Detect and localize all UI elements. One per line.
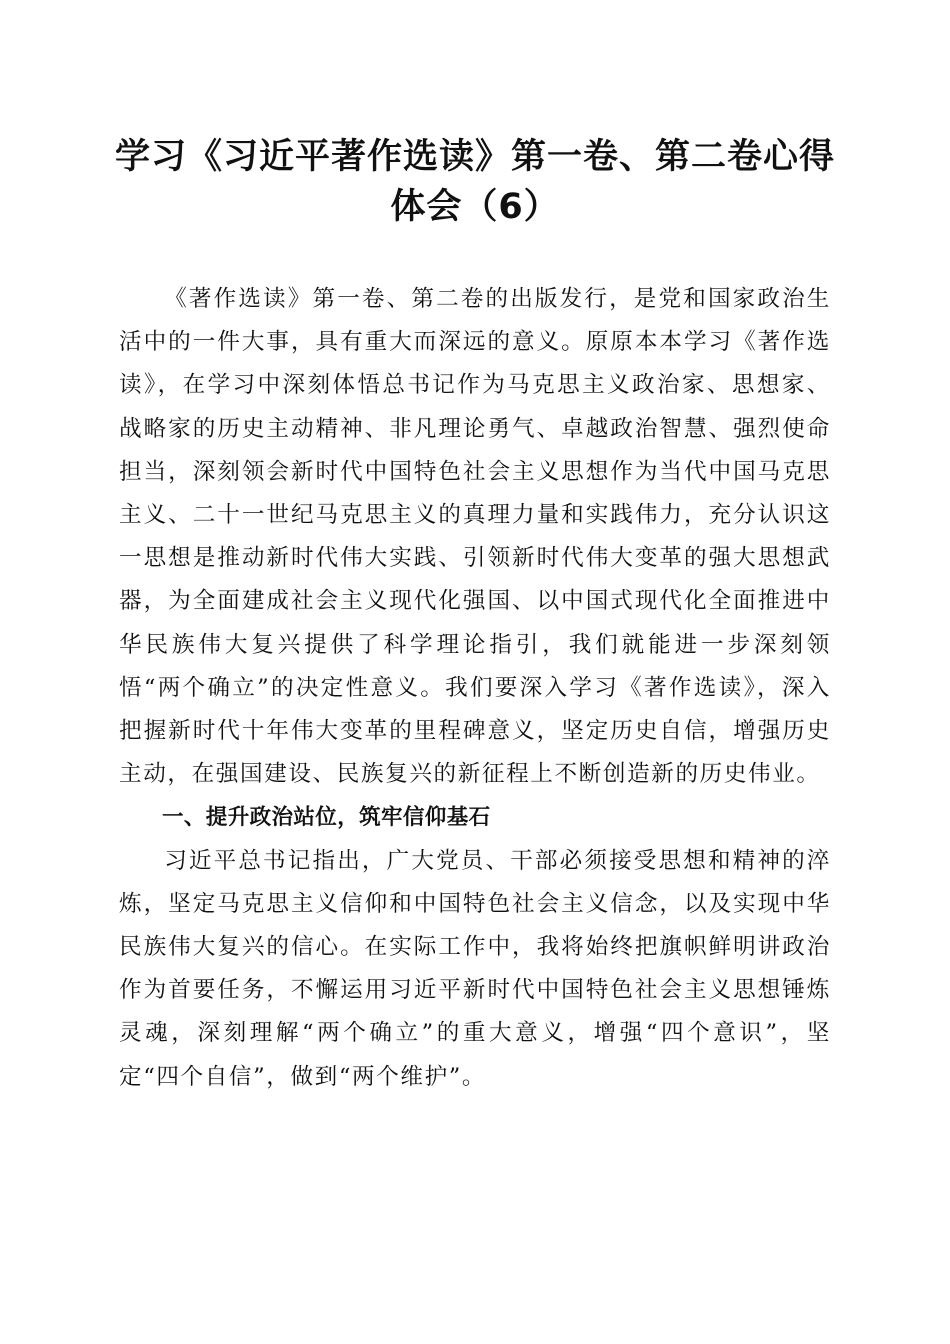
intro-paragraph: 《著作选读》第一卷、第二卷的出版发行，是党和国家政治生活中的一件大事，具有重大而深远的意义。原原本本学习《著作选读》，在学习中深刻体悟总书记作为马克思主义政治家、思想家、战略家的历史主动精神、非凡理论勇气、卓越政治智慧、强烈使命担当，深刻领会新时代中国特色社会主义思想作为当代中国马克思主义、二十一世纪马克思主义的真理力量和实践伟力，充分认识这一思想是推动新时代伟大实践、引领新时代伟大变革的强大思想武器，为全面建成社会主义现代化强国、以中国式现代化全面推进中华民族伟大复兴提供了科学理论指引，我们就能进一步深刻领悟“两个确立”的决定性意义。我们要深入学习《著作选读》，深入把握新时代十年伟大变革的里程碑意义，坚定历史自信，增强历史主动，在强国建设、民族复兴的新征程上不断创造新的历史伟业。 [119, 286, 831, 788]
section-heading-1: 一、提升政治站位，筑牢信仰基石 [162, 805, 491, 831]
title-line-1: 学习《习近平著作选读》第一卷、第二卷心得 [114, 137, 835, 177]
title-line-2: 体会（6） [390, 187, 560, 227]
document-title [110, 132, 840, 232]
section-1-paragraph: 习近平总书记指出，广大党员、干部必须接受思想和精神的淬炼，坚定马克思主义信仰和中国特色社会主义信念，以及实现中华民族伟大复兴的信心。在实际工作中，我将始终把旗帜鲜明讲政治作为首要任务，不懈运用习近平新时代中国特色社会主义思想锤炼灵魂，深刻理解“两个确立”的重大意义，增强“四个意识”，坚定“四个自信”，做到“两个维护”。 [119, 847, 831, 1090]
document-body [119, 278, 831, 1099]
